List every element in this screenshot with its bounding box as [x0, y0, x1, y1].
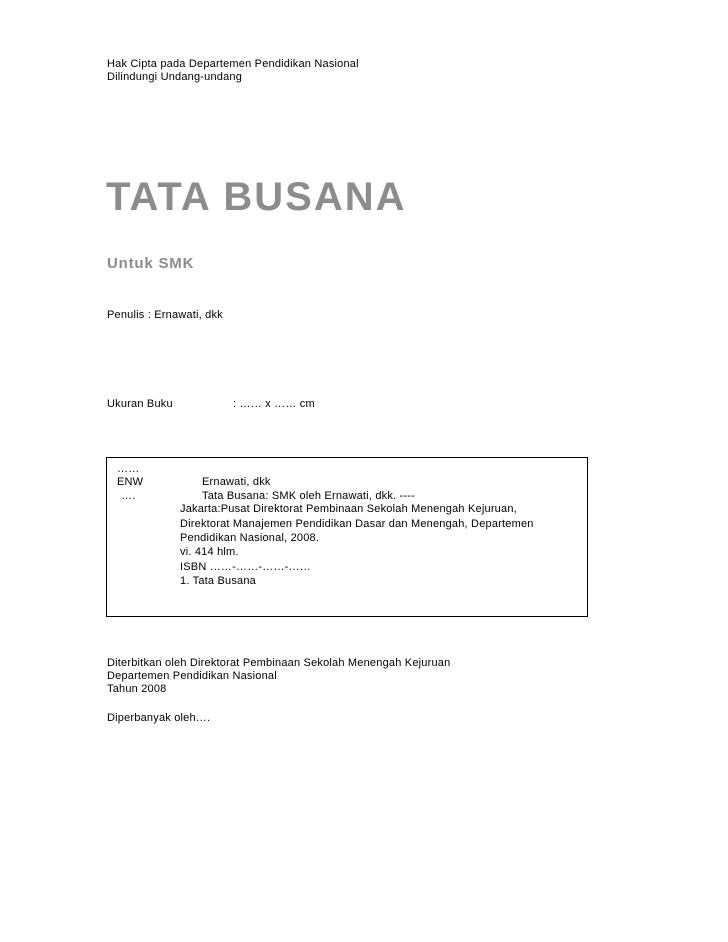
catalog-entry-title: Tata Busana: SMK oleh Ernawati, dkk. ----: [202, 490, 416, 502]
catalog-author: Ernawati, dkk: [202, 476, 271, 488]
catalog-call-number-top: ……: [117, 463, 140, 475]
publisher-line: Diterbitkan oleh Direktorat Pembinaan Sekolah Menengah Kejuruan: [107, 657, 451, 669]
copyright-protection-line: Dilindungi Undang-undang: [107, 71, 243, 83]
catalog-call-number-bottom: ….: [121, 490, 136, 502]
copyright-line: Hak Cipta pada Departemen Pendidikan Nasional: [107, 58, 359, 70]
catalog-entry-pages: vi. 414 hlm.: [180, 546, 239, 558]
catalog-entry-isbn: ISBN ……-……-……-……: [180, 561, 311, 573]
copyright-notice: [107, 58, 359, 84]
catalog-entry-publisher-end: Pendidikan Nasional, 2008.: [180, 532, 320, 544]
publisher-department: Departemen Pendidikan Nasional: [107, 670, 277, 682]
catalog-card: [106, 457, 588, 617]
book-title: TATA BUSANA: [106, 175, 407, 219]
book-size-label: Ukuran Buku: [107, 398, 173, 410]
catalog-call-code: ENW: [117, 476, 144, 488]
publisher-year: Tahun 2008: [107, 683, 167, 695]
publisher-info: [107, 657, 450, 696]
catalog-entry-publisher-cont: Direktorat Manajemen Pendidikan Dasar dan Menengah, Departemen: [180, 518, 534, 530]
author-line: Penulis : Ernawati, dkk: [107, 309, 223, 321]
book-subtitle: Untuk SMK: [107, 255, 195, 272]
reproduced-by: Diperbanyak oleh….: [107, 712, 211, 724]
catalog-entry-subject: 1. Tata Busana: [180, 575, 256, 587]
book-size-value: : …… x …… cm: [233, 398, 315, 410]
catalog-entry-publisher: Jakarta:Pusat Direktorat Pembinaan Sekolah Menengah Kejuruan,: [180, 503, 517, 515]
